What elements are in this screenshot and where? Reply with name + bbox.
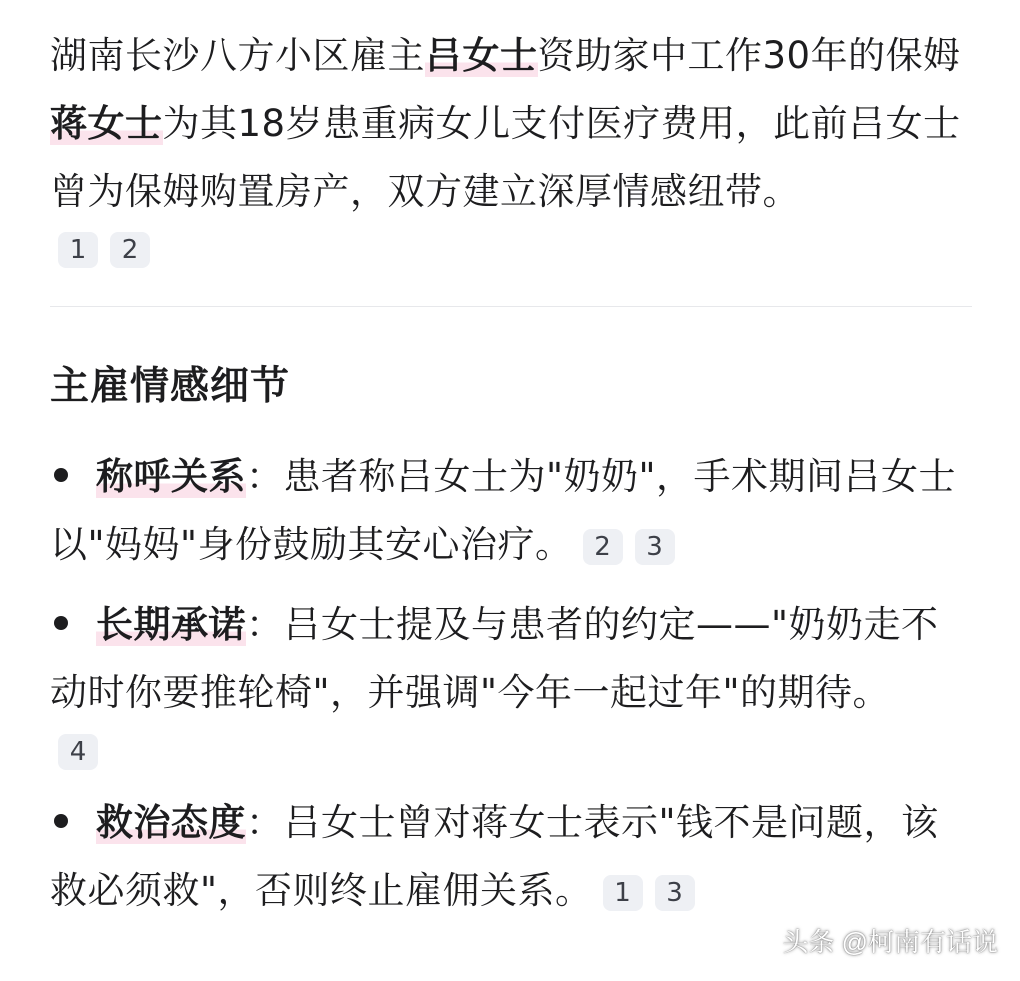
watermark: 头条 @柯南有话说 (782, 927, 998, 957)
highlight-name-lv: 吕女士 (425, 34, 538, 77)
bullet-icon (54, 814, 68, 828)
citation-badge[interactable]: 2 (583, 529, 623, 565)
list-item-citations (50, 727, 975, 777)
list-item-citations (583, 523, 687, 566)
citation-badge[interactable]: 4 (58, 734, 98, 770)
bullet-icon (54, 616, 68, 630)
list-item-label: 称呼关系 (96, 455, 246, 498)
citation-badge[interactable]: 3 (635, 529, 675, 565)
list-item (50, 443, 975, 579)
list-item-text (50, 443, 975, 579)
list-item-body: ：吕女士曾对蒋女士表示"钱不是问题，该救必须救"，否则终止雇佣关系。 (50, 801, 939, 912)
citation-badge[interactable]: 2 (110, 232, 150, 268)
citation-badge[interactable]: 3 (655, 875, 695, 911)
section-divider (50, 306, 972, 307)
list-item-label: 长期承诺 (96, 603, 246, 646)
list-item-citations (603, 869, 707, 912)
list-item-body: ：吕女士提及与患者的约定——"奶奶走不动时你要推轮椅"，并强调"今年一起过年"的期待。 (50, 603, 939, 714)
answer-content (50, 22, 975, 937)
highlight-name-jiang: 蒋女士 (50, 102, 163, 145)
citation-badge[interactable]: 1 (603, 875, 643, 911)
intro-paragraph (50, 22, 975, 226)
intro-text-1: 湖南长沙八方小区雇主 (50, 34, 425, 77)
list-item-text (50, 789, 975, 925)
intro-text-2: 资助家中工作30年的保姆 (537, 34, 961, 77)
intro-citations (50, 232, 975, 276)
intro-text-3: 为其18岁患重病女儿支付医疗费用，此前吕女士曾为保姆购置房产，双方建立深厚情感纽带。 (50, 102, 961, 213)
list-item-body: ：患者称吕女士为"奶奶"，手术期间吕女士以"妈妈"身份鼓励其安心治疗。 (50, 455, 957, 566)
list-item-label: 救治态度 (96, 801, 246, 844)
section-title: 主雇情感细节 (50, 364, 291, 409)
list-item-text (50, 591, 975, 727)
citation-badge[interactable]: 1 (58, 232, 98, 268)
list-item (50, 789, 975, 925)
list-item (50, 591, 975, 777)
bullet-icon (54, 468, 68, 482)
